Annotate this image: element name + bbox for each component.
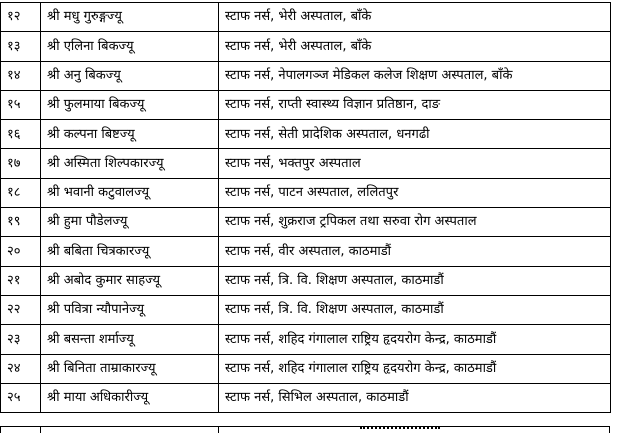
person-name: श्री अनु बिकज्यू bbox=[41, 61, 219, 90]
serial-number: १८ bbox=[1, 178, 41, 207]
table-row bbox=[1, 32, 611, 61]
person-name: श्री बबिता चित्रकारज्यू bbox=[41, 237, 219, 266]
person-name: श्री हुमा पौडेलज्यू bbox=[41, 208, 219, 237]
table-row bbox=[1, 295, 611, 324]
person-name: श्री पवित्रा न्यौपानेज्यू bbox=[41, 295, 219, 324]
serial-number: २० bbox=[1, 237, 41, 266]
post-and-hospital: स्टाफ नर्स, शहिद गंगालाल राष्ट्रिय हृदयरोग केन्द्र, काठमाडौं bbox=[219, 354, 611, 383]
staff-nurse-table bbox=[0, 2, 611, 413]
person-name: श्री अबोद कुमार साहज्यू bbox=[41, 266, 219, 295]
person-name: श्री फुलमाया बिकज्यू bbox=[41, 90, 219, 119]
post-and-hospital: स्टाफ नर्स, पाटन अस्पताल, ललितपुर bbox=[219, 178, 611, 207]
post-and-hospital: स्टाफ नर्स, शुक्रराज ट्रपिकल तथा सरुवा रोग अस्पताल bbox=[219, 208, 611, 237]
serial-number: २२ bbox=[1, 295, 41, 324]
table-body bbox=[1, 3, 611, 413]
post-and-hospital: स्टाफ नर्स, भक्तपुर अस्पताल bbox=[219, 149, 611, 178]
post-and-hospital: स्टाफ नर्स, त्रि. वि. शिक्षण अस्पताल, काठमाडौं bbox=[219, 295, 611, 324]
serial-number: २१ bbox=[1, 266, 41, 295]
post-and-hospital: स्टाफ नर्स, शहिद गंगालाल राष्ट्रिय हृदयरोग केन्द्र, काठमाडौं bbox=[219, 325, 611, 354]
table-row bbox=[1, 208, 611, 237]
serial-number: २४ bbox=[1, 354, 41, 383]
table-row bbox=[1, 383, 611, 412]
person-name: श्री बसन्ता शर्माज्यू bbox=[41, 325, 219, 354]
post-and-hospital: स्टाफ नर्स, सेती प्रादेशिक अस्पताल, धनगढी bbox=[219, 120, 611, 149]
post-and-hospital: स्टाफ नर्स, नेपालगञ्ज मेडिकल कलेज शिक्षण अस्पताल, बाँके bbox=[219, 61, 611, 90]
table-row bbox=[1, 90, 611, 119]
serial-number: १५ bbox=[1, 90, 41, 119]
table-row bbox=[1, 237, 611, 266]
person-name: श्री एलिना बिकज्यू bbox=[41, 32, 219, 61]
table-row bbox=[1, 325, 611, 354]
post-and-hospital: स्टाफ नर्स, सिभिल अस्पताल, काठमाडौं bbox=[219, 383, 611, 412]
row-border bbox=[0, 426, 610, 427]
column-border bbox=[609, 426, 610, 433]
table-row bbox=[1, 266, 611, 295]
cropped-text-fragment bbox=[360, 427, 440, 433]
table-row bbox=[1, 3, 611, 32]
serial-number: १६ bbox=[1, 120, 41, 149]
column-border bbox=[218, 426, 219, 433]
column-border bbox=[40, 426, 41, 433]
cropped-next-row bbox=[0, 426, 610, 433]
serial-number: १७ bbox=[1, 149, 41, 178]
table-row bbox=[1, 178, 611, 207]
serial-number: १३ bbox=[1, 32, 41, 61]
person-name: श्री माया अधिकारीज्यू bbox=[41, 383, 219, 412]
post-and-hospital: स्टाफ नर्स, भेरी अस्पताल, बाँके bbox=[219, 32, 611, 61]
table-row bbox=[1, 354, 611, 383]
table-row bbox=[1, 149, 611, 178]
post-and-hospital: स्टाफ नर्स, वीर अस्पताल, काठमाडौं bbox=[219, 237, 611, 266]
serial-number: २३ bbox=[1, 325, 41, 354]
table-row bbox=[1, 120, 611, 149]
serial-number: २५ bbox=[1, 383, 41, 412]
post-and-hospital: स्टाफ नर्स, भेरी अस्पताल, बाँके bbox=[219, 3, 611, 32]
person-name: श्री बिनिता ताम्राकारज्यू bbox=[41, 354, 219, 383]
table-row bbox=[1, 61, 611, 90]
serial-number: १२ bbox=[1, 3, 41, 32]
person-name: श्री मधु गुरुङ्गज्यू bbox=[41, 3, 219, 32]
person-name: श्री भवानी कटुवालज्यू bbox=[41, 178, 219, 207]
serial-number: १९ bbox=[1, 208, 41, 237]
column-border bbox=[0, 426, 1, 433]
post-and-hospital: स्टाफ नर्स, राप्ती स्वास्थ्य विज्ञान प्रतिष्ठान, दाङ bbox=[219, 90, 611, 119]
post-and-hospital: स्टाफ नर्स, त्रि. वि. शिक्षण अस्पताल, काठमाडौं bbox=[219, 266, 611, 295]
serial-number: १४ bbox=[1, 61, 41, 90]
person-name: श्री अस्मिता शिल्पकारज्यू bbox=[41, 149, 219, 178]
person-name: श्री कल्पना बिष्टज्यू bbox=[41, 120, 219, 149]
